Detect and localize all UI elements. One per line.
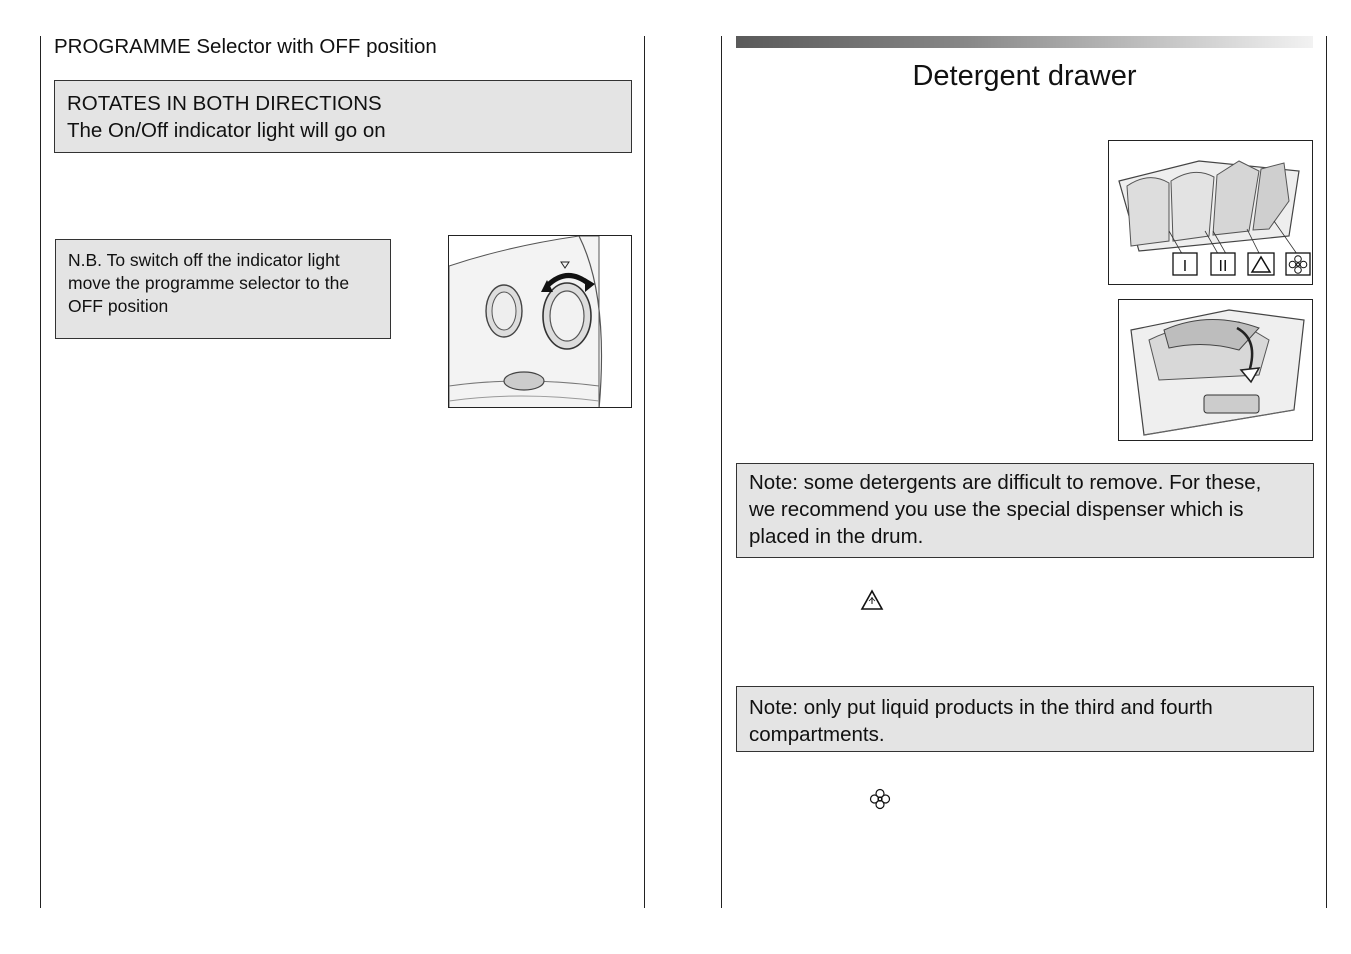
programme-knob-illustration — [448, 235, 632, 408]
detergent-drawer-removal-illustration — [1118, 299, 1313, 441]
rotation-info-box — [54, 80, 632, 153]
triangle-warning-icon — [860, 589, 884, 616]
flower-softener-icon — [869, 788, 891, 815]
right-page-inner-border — [721, 36, 722, 908]
nb-line-1: N.B. To switch off the indicator light — [68, 250, 340, 270]
nb-line-3: OFF position — [68, 296, 169, 316]
note1-line-1: Note: some detergents are difficult to remove. For these, — [749, 471, 1262, 494]
note2-line-2: compartments. — [749, 723, 885, 746]
info-line-2: The On/Off indicator light will go on — [67, 119, 386, 142]
note-difficult-detergents-box — [736, 463, 1314, 558]
section-heading: PROGRAMME Selector with OFF position — [54, 35, 437, 58]
note1-line-3: placed in the drum. — [749, 525, 924, 548]
left-page-inner-border — [644, 36, 645, 908]
right-page-outer-border — [1326, 36, 1327, 908]
compartment-label-2: II — [1218, 258, 1228, 275]
info-line-1: ROTATES IN BOTH DIRECTIONS — [67, 92, 382, 115]
note1-line-2: we recommend you use the special dispenser which is — [749, 498, 1244, 521]
note2-line-1: Note: only put liquid products in the third and fourth — [749, 696, 1213, 719]
header-gradient-bar — [736, 36, 1313, 48]
left-page-outer-border — [40, 36, 41, 908]
detergent-drawer-compartments-illustration — [1108, 140, 1313, 285]
compartment-label-1: I — [1182, 258, 1188, 275]
nb-line-2: move the programme selector to the — [68, 273, 350, 293]
note-liquid-products-box — [736, 686, 1314, 752]
nb-note-box — [55, 239, 391, 339]
page-title: Detergent drawer — [912, 60, 1137, 92]
